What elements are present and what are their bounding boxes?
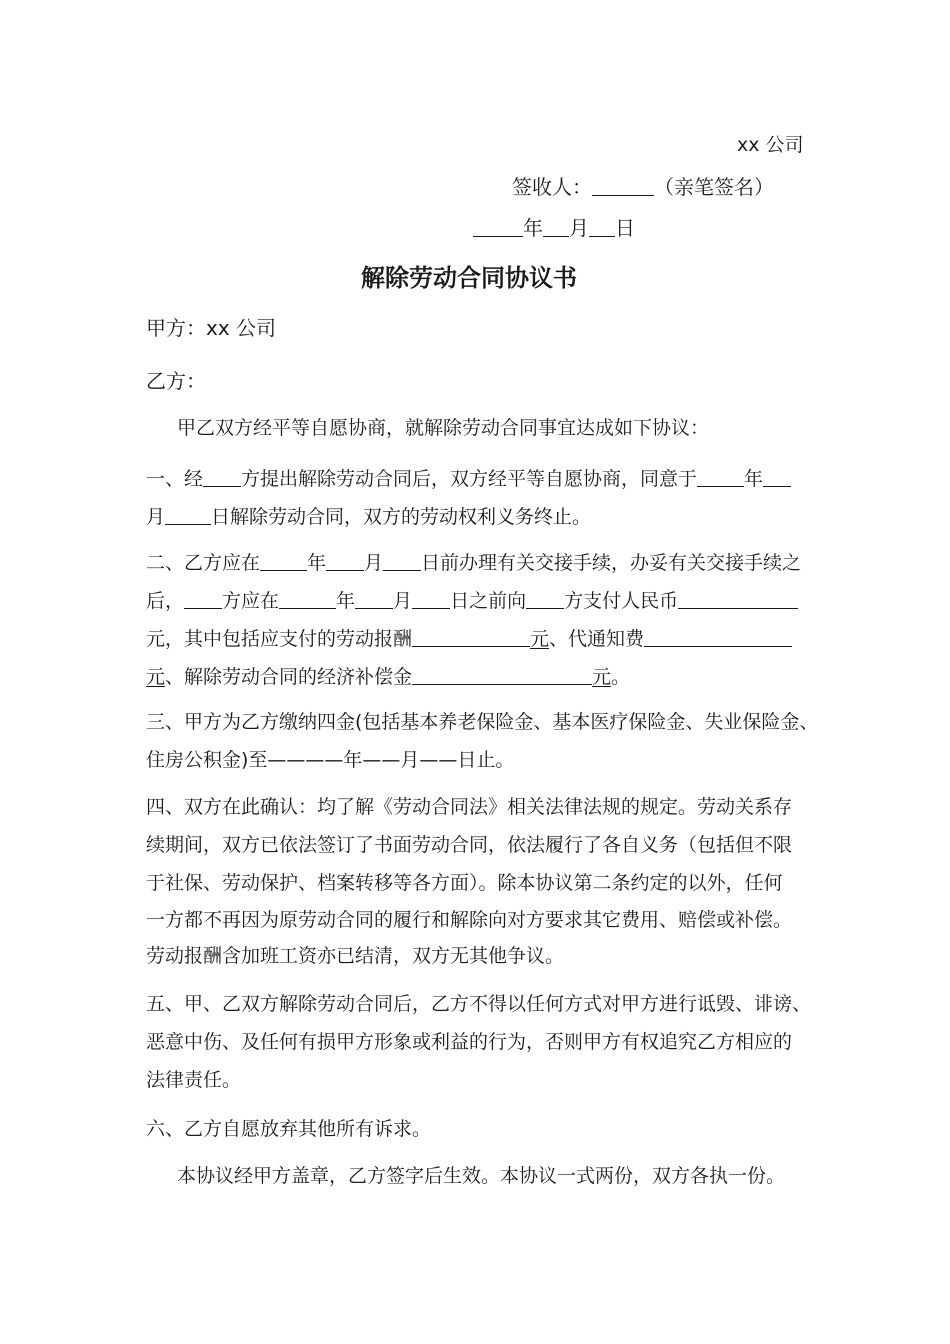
clause-4-line-1: 四、双方在此确认：均了解《劳动合同法》相关法律法规的规定。劳动关系存 — [146, 796, 793, 818]
clause-6: 六、乙方自愿放弃其他所有诉求。 — [146, 1118, 432, 1140]
intro-paragraph: 甲乙双方经平等自愿协商，就解除劳动合同事宜达成如下协议： — [177, 417, 710, 439]
clause-2-line-4 — [146, 664, 630, 689]
clause-3-line-2: 住房公积金)至————年——月——日止。 — [146, 749, 515, 771]
party-a: 甲方：xx 公司 — [146, 316, 277, 340]
clause-1-text: 日解除劳动合同，双方的劳动权利义务终止。 — [211, 506, 592, 528]
notice-pay-blank[interactable] — [644, 626, 792, 647]
clause-1-text: 一、经 — [146, 468, 204, 490]
party-blank[interactable] — [184, 588, 222, 609]
year-blank[interactable] — [260, 550, 307, 571]
clause-2-text: 二、乙方应在 — [146, 552, 261, 574]
company-text: xx 公司 — [737, 134, 804, 156]
currency-unit: 元 — [592, 666, 612, 688]
year-label: 年 — [336, 590, 356, 612]
year-label: 年 — [307, 552, 327, 574]
clause-2-text: 日前办理有关交接手续，办妥有关交接手续之 — [421, 552, 802, 574]
year-blank[interactable] — [697, 466, 744, 487]
currency-unit: 元 — [530, 628, 550, 650]
receiver-label: 签收人： — [512, 175, 592, 199]
day-label: 日 — [615, 216, 635, 240]
day-blank[interactable] — [383, 550, 421, 571]
clause-2-text: 、代通知费 — [549, 628, 645, 650]
clause-1-line-1 — [146, 466, 791, 491]
clause-2-text: 、解除劳动合同的经济补偿金 — [165, 666, 413, 688]
currency-unit: 元 — [146, 666, 166, 688]
receiver-line — [512, 175, 774, 199]
clause-2-line-2 — [146, 588, 798, 613]
clause-4-line-5: 劳动报酬含加班工资亦已结清，双方无其他争议。 — [146, 945, 565, 967]
clause-2-text: 元，其中包括应支付的劳动报酬 — [146, 628, 413, 650]
party-b: 乙方： — [146, 369, 206, 393]
clause-2-line-1 — [146, 550, 801, 575]
clause-2-text: 日之前向 — [450, 590, 527, 612]
wage-amount-blank[interactable] — [412, 626, 530, 647]
day-blank[interactable] — [412, 588, 450, 609]
clause-4-line-4: 一方都不再因为原劳动合同的履行和解除向对方要求其它费用、赔偿或补偿。 — [146, 909, 793, 931]
clause-5-line-1: 五、甲、乙双方解除劳动合同后，乙方不得以任何方式对甲方进行诋毁、诽谤、 — [146, 993, 812, 1015]
month-label: 月 — [146, 506, 166, 528]
party-blank[interactable] — [203, 466, 241, 487]
compensation-blank[interactable] — [412, 664, 592, 685]
clause-1-line-2 — [146, 504, 591, 529]
month-label: 月 — [364, 552, 384, 574]
clause-2-text: 方支付人民币 — [564, 590, 679, 612]
clause-4-line-2: 续期间，双方已依法签订了书面劳动合同，依法履行了各自义务（包括但不限 — [146, 834, 793, 856]
day-blank[interactable] — [165, 504, 211, 525]
clause-2-line-3 — [146, 626, 792, 651]
document-title: 解除劳动合同协议书 — [361, 264, 577, 292]
month-label: 月 — [393, 590, 413, 612]
party-blank[interactable] — [526, 588, 564, 609]
closing-paragraph: 本协议经甲方盖章，乙方签字后生效。本协议一式两份，双方各执一份。 — [177, 1165, 786, 1187]
month-label: 月 — [569, 216, 589, 240]
month-blank[interactable] — [543, 216, 569, 237]
clause-3-line-1: 三、甲方为乙方缴纳四金(包括基本养老保险金、基本医疗保险金、失业保险金、 — [146, 711, 819, 733]
clause-5-line-3: 法律责任。 — [146, 1069, 242, 1091]
signature-blank[interactable] — [592, 175, 654, 196]
clause-2-text: 方应在 — [222, 590, 280, 612]
clause-4-line-3: 于社保、劳动保护、档案转移等各方面）。除本协议第二条约定的以外，任何 — [146, 872, 783, 894]
company-name — [737, 133, 804, 157]
month-blank[interactable] — [355, 588, 393, 609]
clause-2-text: 。 — [611, 666, 631, 688]
amount-blank[interactable] — [678, 588, 798, 609]
clause-5-line-2: 恶意中伤、及任何有损甲方形象或利益的行为，否则甲方有权追究乙方相应的 — [146, 1031, 793, 1053]
date-line — [473, 216, 635, 240]
month-blank[interactable] — [763, 466, 791, 487]
year-blank[interactable] — [279, 588, 336, 609]
day-blank[interactable] — [589, 216, 615, 237]
clause-1-text: 方提出解除劳动合同后，双方经平等自愿协商，同意于 — [241, 468, 698, 490]
year-blank[interactable] — [473, 216, 523, 237]
year-label: 年 — [523, 216, 543, 240]
signature-note: （亲笔签名） — [654, 175, 774, 199]
month-blank[interactable] — [326, 550, 364, 571]
clause-2-text: 后， — [146, 590, 185, 612]
year-label: 年 — [744, 468, 764, 490]
